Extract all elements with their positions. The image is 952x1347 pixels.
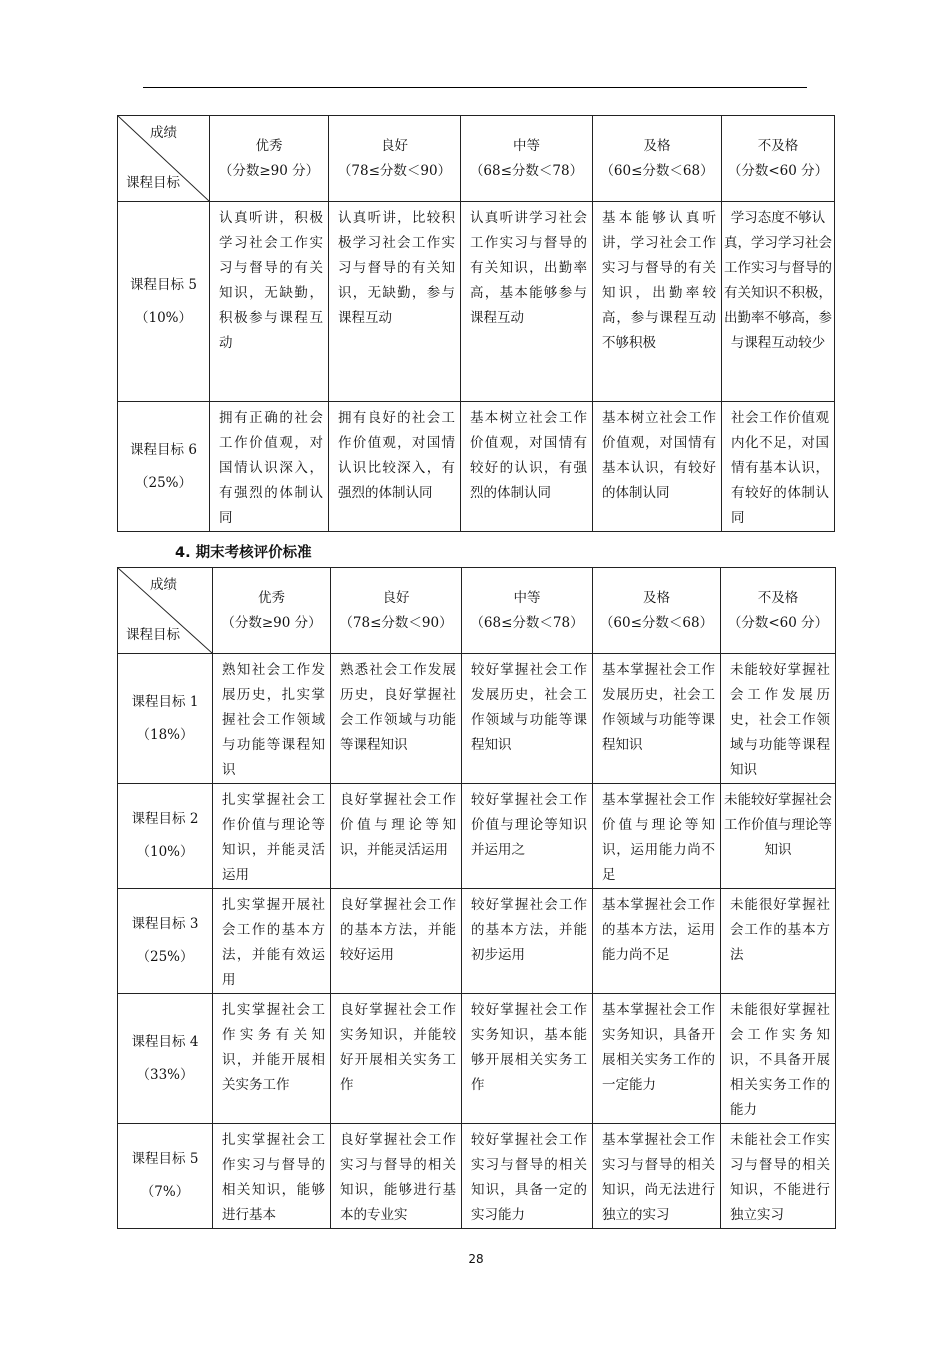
goal-cell [118, 402, 210, 532]
grade-label: 优秀 [258, 589, 285, 606]
grade-range: （78≤分数＜90） [337, 162, 452, 179]
criteria-cell: 基本能够认真听讲，学习社会工作实习与督导的有关知识，出勤率较高，参与课程互动不够积极 [593, 202, 722, 402]
table-header-row [118, 568, 836, 654]
table-row [118, 402, 835, 532]
grade-table-final-exam [117, 567, 836, 1229]
goal-label: 课程目标 5 [130, 276, 197, 293]
criteria-cell: 扎实掌握社会工作实习与督导的相关知识，能够进行基本 [213, 1124, 331, 1229]
grade-range: （68≤分数＜78） [469, 162, 584, 179]
criteria-cell: 较好掌握社会工作价值与理论等知识并运用之 [462, 784, 593, 889]
grade-range: （60≤分数＜68） [599, 614, 714, 631]
goal-weight: （7%） [140, 1184, 190, 1200]
grade-label: 中等 [513, 589, 541, 606]
criteria-cell: 较好掌握社会工作实务知识，基本能够开展相关实务工作 [462, 994, 593, 1124]
grade-range: （68≤分数＜78） [470, 614, 584, 631]
criteria-cell: 良好掌握社会工作实习与督导的相关知识，能够进行基本的专业实 [331, 1124, 462, 1229]
criteria-cell: 较好掌握社会工作发展历史，社会工作领域与功能等课程知识 [462, 654, 593, 784]
header-good [329, 116, 461, 202]
goal-label: 课程目标 6 [130, 441, 197, 458]
criteria-cell: 良好掌握社会工作价值与理论等知识，并能灵活运用 [331, 784, 462, 889]
corner-bottom-label: 课程目标 [126, 627, 180, 643]
criteria-cell: 扎实掌握社会工作价值与理论等知识，并能灵活运用 [213, 784, 331, 889]
goal-weight: （33%） [136, 1066, 194, 1083]
grade-table-classroom [117, 115, 835, 532]
criteria-cell: 较好掌握社会工作的基本方法，并能初步运用 [462, 889, 593, 994]
grade-label: 良好 [382, 589, 410, 606]
goal-label: 课程目标 3 [131, 916, 199, 932]
grade-label: 不及格 [757, 589, 799, 606]
criteria-cell: 未能较好掌握社会工作发展历史，社会工作领域与功能等课程知识 [721, 654, 836, 784]
criteria-cell: 基本树立社会工作价值观，对国情有较好的认识，有强烈的体制认同 [461, 402, 593, 532]
goal-label: 课程目标 5 [131, 1151, 199, 1167]
criteria-cell: 较好掌握社会工作实习与督导的相关知识，具备一定的实习能力 [462, 1124, 593, 1229]
criteria-cell: 良好掌握社会工作的基本方法，并能较好运用 [331, 889, 462, 994]
table-row [118, 994, 836, 1124]
grade-range: （分数<60 分） [727, 162, 829, 179]
header-good [331, 568, 462, 654]
header-pass [593, 116, 722, 202]
table-row [118, 654, 836, 784]
criteria-cell: 扎实掌握社会工作实务有关知识，并能开展相关实务工作 [213, 994, 331, 1124]
header-fail [722, 116, 835, 202]
goal-weight: （10%） [134, 309, 192, 326]
header-pass [593, 568, 721, 654]
goal-cell [118, 784, 213, 889]
criteria-cell: 认真听讲，比较积极学习社会工作实习与督导的有关知识，无缺勤，参与课程互动 [329, 202, 461, 402]
criteria-cell: 熟悉社会工作发展历史，良好掌握社会工作领域与功能等课程知识 [331, 654, 462, 784]
criteria-cell: 社会工作价值观内化不足，对国情有基本认识，有较好的体制认同 [722, 402, 835, 532]
criteria-cell: 基本树立社会工作价值观，对国情有基本认识，有较好的体制认同 [593, 402, 722, 532]
criteria-cell: 认真听讲，积极学习社会工作实习与督导的有关知识，无缺勤，积极参与课程互动 [210, 202, 329, 402]
table-row [118, 784, 836, 889]
table-row [118, 1124, 836, 1229]
goal-weight: （10%） [136, 844, 194, 860]
header-medium [462, 568, 593, 654]
grade-label: 及格 [643, 137, 671, 154]
header-rule [143, 87, 807, 88]
criteria-cell: 基本掌握社会工作价值与理论等知识，运用能力尚不足 [593, 784, 721, 889]
criteria-cell: 基本掌握社会工作实务知识，具备开展相关实务工作的一定能力 [593, 994, 721, 1124]
criteria-cell: 拥有正确的社会工作价值观，对国情认识深入，有强烈的体制认同 [210, 402, 329, 532]
grade-range: （分数<60 分） [727, 614, 829, 631]
corner-bottom-label: 课程目标 [126, 175, 180, 191]
grade-range: （78≤分数＜90） [339, 614, 453, 631]
table-row [118, 202, 835, 402]
page-number: 28 [468, 1252, 484, 1266]
section-title: 4. 期末考核评价标准 [175, 545, 312, 561]
corner-header-cell [118, 116, 210, 202]
goal-weight: （18%） [136, 726, 194, 743]
goal-cell [118, 1124, 213, 1229]
criteria-cell: 未能社会工作实习与督导的相关知识，不能进行独立实习 [721, 1124, 836, 1229]
grade-label: 及格 [643, 589, 670, 606]
goal-cell [118, 654, 213, 784]
criteria-cell: 未能很好掌握社会工作实务知识，不具备开展相关实务工作的能力 [721, 994, 836, 1124]
grade-range: （60≤分数＜68） [600, 162, 714, 179]
header-fail [721, 568, 836, 654]
criteria-cell: 熟知社会工作发展历史，扎实掌握社会工作领域与功能等课程知识 [213, 654, 331, 784]
criteria-cell: 良好掌握社会工作实务知识，并能较好开展相关实务工作 [331, 994, 462, 1124]
goal-label: 课程目标 2 [131, 811, 199, 827]
table-row [118, 889, 836, 994]
goal-weight: （25%） [136, 949, 194, 965]
criteria-cell: 未能很好掌握社会工作的基本方法 [721, 889, 836, 994]
grade-label: 良好 [381, 137, 408, 154]
corner-top-label: 成绩 [150, 577, 177, 593]
corner-header-cell [118, 568, 213, 654]
criteria-cell: 未能较好掌握社会工作价值与理论等知识 [721, 784, 836, 889]
criteria-cell: 学习态度不够认真，学习学习社会工作实习与督导的有关知识不积极，出勤率不够高，参与课程互动较少 [722, 202, 835, 402]
grade-label: 不及格 [757, 137, 799, 154]
criteria-cell: 认真听讲学习社会工作实习与督导的有关知识，出勤率高，基本能够参与课程互动 [461, 202, 593, 402]
grade-range: （分数≥90 分） [218, 162, 320, 179]
goal-weight: （25%） [134, 474, 192, 491]
goal-cell [118, 994, 213, 1124]
header-medium [461, 116, 593, 202]
goal-label: 课程目标 1 [131, 693, 199, 710]
criteria-cell: 基本掌握社会工作实习与督导的相关知识，尚无法进行独立的实习 [593, 1124, 721, 1229]
goal-label: 课程目标 4 [131, 1033, 199, 1050]
goal-cell [118, 202, 210, 402]
grade-range: （分数≥90 分） [221, 614, 322, 631]
criteria-cell: 基本掌握社会工作的基本方法，运用能力尚不足 [593, 889, 721, 994]
table-header-row [118, 116, 835, 202]
header-excellent [213, 568, 331, 654]
goal-cell [118, 889, 213, 994]
header-excellent [210, 116, 329, 202]
criteria-cell: 基本掌握社会工作发展历史，社会工作领域与功能等课程知识 [593, 654, 721, 784]
grade-label: 中等 [513, 137, 540, 154]
grade-label: 优秀 [255, 137, 283, 154]
criteria-cell: 拥有良好的社会工作价值观，对国情认识比较深入，有强烈的体制认同 [329, 402, 461, 532]
corner-top-label: 成绩 [150, 125, 177, 141]
criteria-cell: 扎实掌握开展社会工作的基本方法，并能有效运用 [213, 889, 331, 994]
